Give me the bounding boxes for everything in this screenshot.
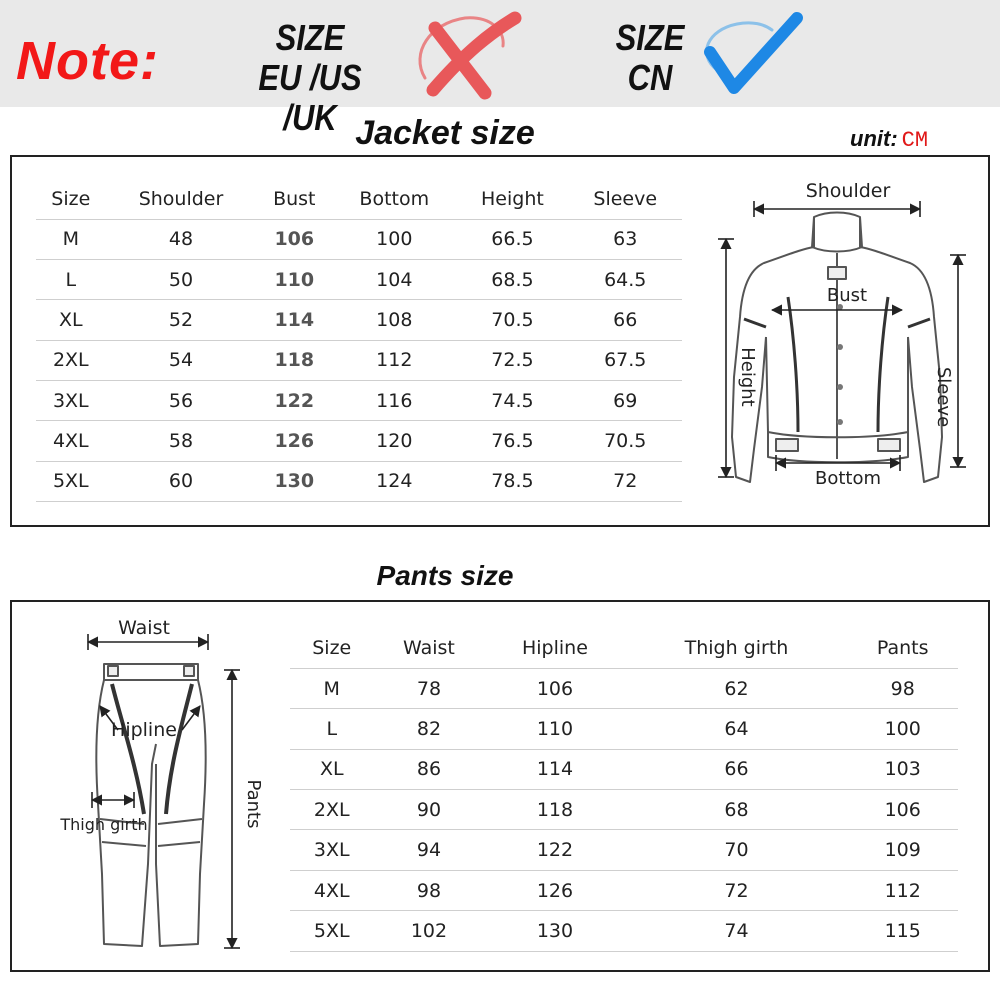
sleeve-label: Sleeve — [933, 366, 954, 428]
table-cell-sleeve: 66 — [568, 300, 682, 340]
col-header-bottom: Bottom — [332, 179, 456, 219]
cross-icon — [405, 8, 525, 103]
table-cell-thigh-girth: 74 — [625, 911, 847, 951]
table-cell-shoulder: 54 — [106, 340, 257, 380]
table-cell-bust: 126 — [256, 421, 332, 461]
size-eu-regions: EU /US /UK — [258, 57, 362, 138]
shoulder-label: Shoulder — [805, 180, 891, 202]
table-cell-thigh-girth: 66 — [625, 749, 847, 789]
table-cell-size: 3XL — [290, 830, 373, 870]
table-cell-pants: 106 — [847, 790, 958, 830]
table-row — [36, 421, 682, 461]
table-cell-pants: 109 — [847, 830, 958, 870]
size-cn-region: CN — [627, 57, 673, 98]
table-cell-height: 74.5 — [456, 380, 568, 420]
table-cell-size: XL — [290, 749, 373, 789]
unit-prefix: unit: — [850, 126, 898, 151]
table-cell-hipline: 106 — [484, 668, 625, 708]
table-row — [290, 911, 958, 951]
table-cell-size: 2XL — [36, 340, 106, 380]
table-cell-height: 72.5 — [456, 340, 568, 380]
table-cell-height: 66.5 — [456, 219, 568, 259]
table-cell-sleeve: 69 — [568, 380, 682, 420]
table-cell-thigh-girth: 72 — [625, 870, 847, 910]
col-header-waist: Waist — [373, 628, 484, 668]
note-label: Note: — [16, 31, 159, 91]
table-row — [290, 668, 958, 708]
table-cell-bottom: 124 — [332, 461, 456, 501]
table-cell-bottom: 116 — [332, 380, 456, 420]
table-cell-height: 68.5 — [456, 260, 568, 300]
col-header-size: Size — [36, 179, 106, 219]
pants-size-title: Pants size — [376, 560, 514, 591]
table-cell-waist: 86 — [373, 749, 484, 789]
height-label: Height — [737, 347, 758, 407]
jacket-table-header — [36, 179, 682, 219]
table-cell-hipline: 122 — [484, 830, 625, 870]
table-cell-thigh-girth: 70 — [625, 830, 847, 870]
table-cell-hipline: 126 — [484, 870, 625, 910]
table-row — [36, 260, 682, 300]
table-cell-size: L — [36, 260, 106, 300]
pants-size-box — [10, 600, 990, 972]
hipline-label: Hipline — [111, 719, 177, 741]
table-cell-bottom: 100 — [332, 219, 456, 259]
table-cell-shoulder: 60 — [106, 461, 257, 501]
jacket-size-table — [36, 179, 682, 502]
table-row — [36, 219, 682, 259]
table-cell-size: 3XL — [36, 380, 106, 420]
table-row — [36, 340, 682, 380]
table-cell-bottom: 108 — [332, 300, 456, 340]
table-cell-bottom: 112 — [332, 340, 456, 380]
table-cell-size: M — [36, 219, 106, 259]
table-cell-sleeve: 70.5 — [568, 421, 682, 461]
table-cell-waist: 90 — [373, 790, 484, 830]
bust-label: Bust — [826, 285, 868, 306]
table-cell-size: 4XL — [36, 421, 106, 461]
table-row — [290, 709, 958, 749]
table-cell-waist: 82 — [373, 709, 484, 749]
table-cell-shoulder: 50 — [106, 260, 257, 300]
table-cell-hipline: 114 — [484, 749, 625, 789]
table-cell-shoulder: 52 — [106, 300, 257, 340]
table-cell-size: 5XL — [290, 911, 373, 951]
table-cell-pants: 103 — [847, 749, 958, 789]
table-cell-size: M — [290, 668, 373, 708]
bottom-label: Bottom — [814, 468, 882, 489]
table-cell-bust: 130 — [256, 461, 332, 501]
table-cell-bust: 110 — [256, 260, 332, 300]
size-eu-word: SIZE — [275, 17, 345, 58]
table-cell-bust: 106 — [256, 219, 332, 259]
table-cell-bust: 114 — [256, 300, 332, 340]
table-cell-hipline: 130 — [484, 911, 625, 951]
col-header-shoulder: Shoulder — [106, 179, 257, 219]
table-cell-sleeve: 64.5 — [568, 260, 682, 300]
jacket-outline — [732, 213, 942, 483]
table-cell-sleeve: 63 — [568, 219, 682, 259]
jacket-measurement-diagram — [702, 177, 972, 507]
waist-label: Waist — [118, 617, 170, 639]
table-row — [290, 870, 958, 910]
unit-value: CM — [901, 128, 929, 153]
table-row — [36, 300, 682, 340]
table-cell-height: 78.5 — [456, 461, 568, 501]
table-cell-waist: 78 — [373, 668, 484, 708]
table-cell-pants: 100 — [847, 709, 958, 749]
table-cell-thigh-girth: 62 — [625, 668, 847, 708]
table-row — [290, 830, 958, 870]
col-header-size: Size — [290, 628, 373, 668]
table-cell-size: 4XL — [290, 870, 373, 910]
col-header-bust: Bust — [256, 179, 332, 219]
jacket-size-title: Jacket size — [355, 114, 535, 152]
size-cn-word: SIZE — [615, 17, 685, 58]
table-cell-bust: 122 — [256, 380, 332, 420]
pants-measurement-diagram — [52, 614, 282, 959]
table-row — [290, 749, 958, 789]
table-cell-sleeve: 72 — [568, 461, 682, 501]
table-cell-pants: 98 — [847, 668, 958, 708]
pants-length-label: Pants — [243, 779, 264, 829]
check-icon — [692, 10, 812, 105]
thigh-girth-label: Thigh girth — [60, 815, 148, 834]
table-cell-bust: 118 — [256, 340, 332, 380]
table-cell-pants: 112 — [847, 870, 958, 910]
table-cell-waist: 102 — [373, 911, 484, 951]
table-row — [290, 790, 958, 830]
table-cell-height: 76.5 — [456, 421, 568, 461]
col-header-hipline: Hipline — [484, 628, 625, 668]
table-cell-waist: 98 — [373, 870, 484, 910]
table-cell-height: 70.5 — [456, 300, 568, 340]
col-header-height: Height — [456, 179, 568, 219]
table-cell-bottom: 120 — [332, 421, 456, 461]
unit-label — [850, 126, 928, 153]
jacket-size-box — [10, 155, 990, 527]
pants-size-table — [290, 628, 958, 952]
table-cell-thigh-girth: 64 — [625, 709, 847, 749]
table-cell-shoulder: 48 — [106, 219, 257, 259]
table-cell-shoulder: 56 — [106, 380, 257, 420]
table-cell-size: 2XL — [290, 790, 373, 830]
table-cell-size: XL — [36, 300, 106, 340]
table-cell-size: 5XL — [36, 461, 106, 501]
table-cell-shoulder: 58 — [106, 421, 257, 461]
table-cell-hipline: 118 — [484, 790, 625, 830]
pants-table-header — [290, 628, 958, 668]
table-row — [36, 461, 682, 501]
table-cell-sleeve: 67.5 — [568, 340, 682, 380]
table-cell-hipline: 110 — [484, 709, 625, 749]
table-row — [36, 380, 682, 420]
col-header-pants: Pants — [847, 628, 958, 668]
table-cell-thigh-girth: 68 — [625, 790, 847, 830]
pants-outline — [96, 664, 205, 946]
table-cell-waist: 94 — [373, 830, 484, 870]
table-cell-size: L — [290, 709, 373, 749]
table-cell-pants: 115 — [847, 911, 958, 951]
col-header-sleeve: Sleeve — [568, 179, 682, 219]
size-cn-label — [607, 18, 693, 98]
col-header-thigh-girth: Thigh girth — [625, 628, 847, 668]
table-cell-bottom: 104 — [332, 260, 456, 300]
